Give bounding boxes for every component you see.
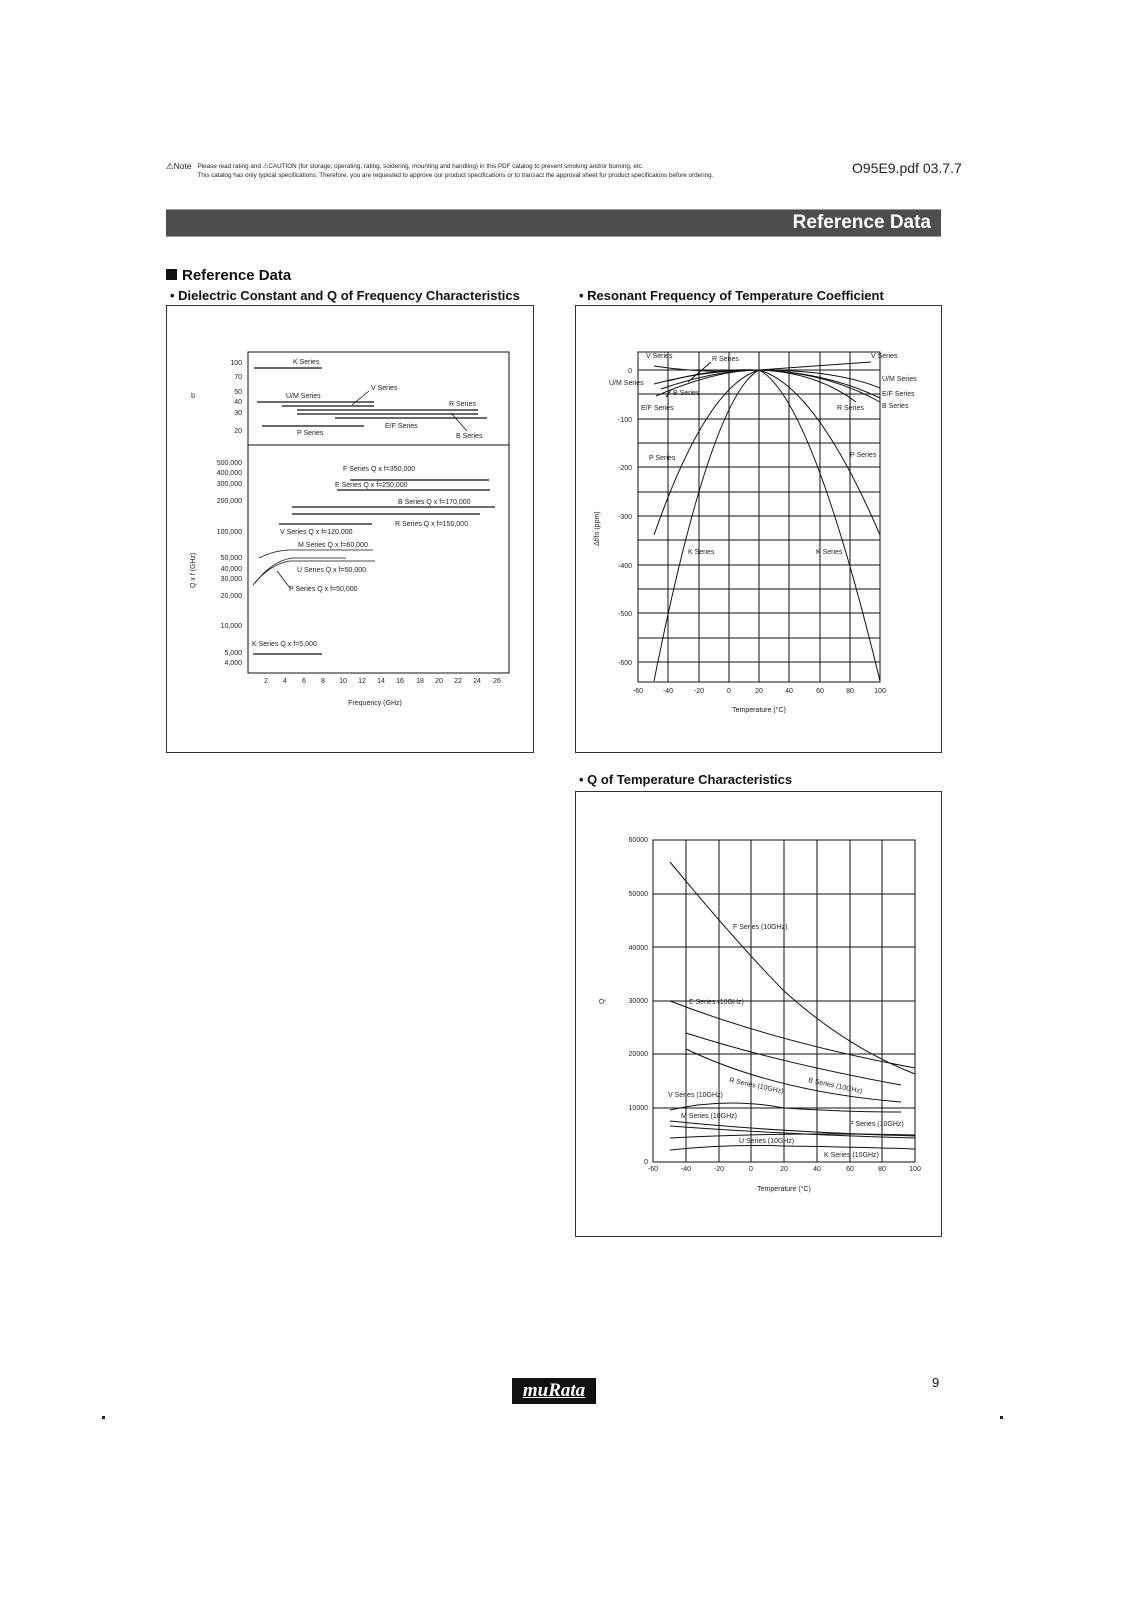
svg-text:R Series: R Series	[712, 356, 739, 363]
document-id: O95E9.pdf 03.7.7	[852, 160, 962, 176]
svg-text:-200: -200	[617, 465, 632, 472]
svg-text:-20: -20	[713, 1166, 725, 1173]
svg-text:M Series (10GHz): M Series (10GHz)	[681, 1113, 738, 1120]
svg-text:Temperature (°C): Temperature (°C)	[732, 707, 786, 714]
svg-text:K Series: K Series	[293, 359, 320, 366]
page-number: 9	[932, 1375, 940, 1390]
chart-dielectric-q-frequency	[166, 305, 534, 753]
murata-logo: muRata	[512, 1378, 596, 1404]
svg-text:14: 14	[377, 678, 385, 685]
svg-text:30: 30	[234, 410, 242, 417]
svg-text:12: 12	[358, 678, 366, 685]
chart3-svg	[576, 792, 941, 1236]
svg-text:-20: -20	[693, 688, 705, 695]
svg-text:P Series: P Series	[850, 452, 877, 459]
svg-text:200,000: 200,000	[216, 498, 242, 505]
svg-text:U/M Series: U/M Series	[609, 380, 644, 387]
svg-text:30000: 30000	[628, 998, 648, 1005]
svg-text:2: 2	[264, 678, 268, 685]
svg-text:4,000: 4,000	[224, 660, 242, 667]
svg-text:P Series Q x f=50,000: P Series Q x f=50,000	[289, 586, 358, 593]
svg-text:10: 10	[339, 678, 347, 685]
svg-text:4: 4	[283, 678, 287, 685]
svg-text:U Series Q x f=50,000: U Series Q x f=50,000	[297, 567, 367, 574]
svg-text:-400: -400	[617, 563, 632, 570]
svg-text:B Series (10GHz): B Series (10GHz)	[807, 1077, 863, 1096]
svg-text:R Series Q x f=150,000: R Series Q x f=150,000	[395, 521, 468, 528]
svg-text:Temperature (°C): Temperature (°C)	[757, 1186, 811, 1193]
svg-text:20: 20	[755, 688, 763, 695]
svg-text:40,000: 40,000	[220, 566, 242, 573]
svg-text:Q x f (GHz): Q x f (GHz)	[190, 552, 197, 588]
svg-text:-500: -500	[617, 611, 632, 618]
svg-text:E Series (10GHz): E Series (10GHz)	[689, 999, 744, 1006]
corner-mark	[1000, 1416, 1003, 1419]
svg-text:80: 80	[878, 1166, 886, 1173]
chart-resonant-frequency-temperature	[575, 305, 942, 753]
chart1-subtitle: • Dielectric Constant and Q of Frequency Characteristics	[170, 288, 520, 303]
svg-text:K Series: K Series	[688, 549, 715, 556]
svg-text:6: 6	[302, 678, 306, 685]
svg-text:V Series Q x f=120,000: V Series Q x f=120,000	[280, 529, 353, 536]
svg-text:B Series: B Series	[882, 403, 909, 410]
svg-text:100: 100	[909, 1166, 921, 1173]
corner-mark	[102, 1416, 105, 1419]
note-line-2: This catalog has only typical specifications. Therefore, you are requested to approve our product specifications or to transact the approval sheet for product specificaions before ordering.	[197, 172, 714, 179]
svg-text:0: 0	[628, 368, 632, 375]
note-line-1: Please read rating and ⚠CAUTION (for storage, operating, rating, soldering, mounting and handling) in this PDF catalog to prevent smoking and/or burning, etc.	[197, 163, 644, 170]
svg-text:20: 20	[435, 678, 443, 685]
svg-text:P Series: P Series	[297, 430, 324, 437]
banner-title: Reference Data	[792, 212, 931, 233]
svg-text:E/F Series: E/F Series	[641, 405, 674, 412]
svg-text:E Series Q x f=250,000: E Series Q x f=250,000	[335, 482, 408, 489]
svg-text:V Series: V Series	[646, 353, 673, 360]
svg-text:40: 40	[234, 399, 242, 406]
square-bullet-icon	[166, 269, 177, 280]
svg-text:0: 0	[644, 1159, 648, 1166]
svg-text:5,000: 5,000	[224, 650, 242, 657]
svg-text:20,000: 20,000	[220, 593, 242, 600]
svg-text:50: 50	[234, 389, 242, 396]
svg-text:K Series (10GHz): K Series (10GHz)	[824, 1152, 879, 1159]
svg-text:U/M Series: U/M Series	[882, 376, 917, 383]
svg-text:50,000: 50,000	[220, 555, 242, 562]
svg-text:100: 100	[230, 360, 242, 367]
svg-text:20: 20	[780, 1166, 788, 1173]
svg-text:εr: εr	[190, 392, 197, 398]
svg-text:U/M Series: U/M Series	[286, 393, 321, 400]
svg-text:F Series Q x f=350,000: F Series Q x f=350,000	[343, 466, 416, 473]
chart1-svg	[167, 306, 533, 752]
svg-text:E/F Series: E/F Series	[385, 423, 418, 430]
section-heading	[166, 267, 291, 284]
svg-text:M Series Q x f=60,000: M Series Q x f=60,000	[298, 542, 368, 549]
svg-text:30,000: 30,000	[220, 576, 242, 583]
svg-text:-40: -40	[680, 1166, 692, 1173]
title-banner	[166, 209, 941, 237]
svg-text:26: 26	[493, 678, 501, 685]
svg-text:0: 0	[749, 1166, 753, 1173]
svg-text:100,000: 100,000	[216, 529, 242, 536]
svg-text:80: 80	[846, 688, 854, 695]
svg-text:-40: -40	[662, 688, 674, 695]
svg-text:20: 20	[234, 428, 242, 435]
svg-text:Q: Q	[599, 998, 606, 1004]
chart2-svg	[576, 306, 941, 752]
svg-text:B Series: B Series	[456, 433, 483, 440]
svg-text:V Series: V Series	[371, 385, 398, 392]
svg-text:K Series Q x f=5,000: K Series Q x f=5,000	[252, 641, 317, 648]
chart3-subtitle: • Q of Temperature Characteristics	[579, 772, 793, 787]
svg-text:U Series (10GHz): U Series (10GHz)	[739, 1138, 795, 1145]
svg-text:16: 16	[396, 678, 404, 685]
chart2-subtitle: • Resonant Frequency of Temperature Coefficient	[579, 288, 884, 303]
svg-text:400,000: 400,000	[216, 470, 242, 477]
svg-text:8: 8	[321, 678, 325, 685]
caution-note	[166, 162, 713, 180]
svg-text:50000: 50000	[628, 891, 648, 898]
svg-text:Δf/fo (ppm): Δf/fo (ppm)	[594, 511, 601, 546]
svg-text:K Series: K Series	[816, 549, 843, 556]
svg-text:100: 100	[874, 688, 886, 695]
svg-text:B Series: B Series	[673, 390, 700, 397]
svg-text:Frequency (GHz): Frequency (GHz)	[348, 700, 402, 707]
note-tag: ⚠Note	[166, 161, 192, 171]
svg-text:40: 40	[813, 1166, 821, 1173]
svg-text:60: 60	[846, 1166, 854, 1173]
svg-text:R Series: R Series	[449, 401, 476, 408]
svg-text:60000: 60000	[628, 837, 648, 844]
svg-text:E/F Series: E/F Series	[882, 391, 915, 398]
svg-text:10000: 10000	[628, 1105, 648, 1112]
svg-text:-300: -300	[617, 514, 632, 521]
svg-text:40000: 40000	[628, 945, 648, 952]
svg-text:300,000: 300,000	[216, 481, 242, 488]
svg-text:18: 18	[416, 678, 424, 685]
svg-text:V Series (10GHz): V Series (10GHz)	[668, 1092, 723, 1099]
svg-text:0: 0	[727, 688, 731, 695]
svg-text:24: 24	[473, 678, 481, 685]
svg-text:-60: -60	[632, 688, 644, 695]
svg-text:B Series Q x f=170,000: B Series Q x f=170,000	[398, 499, 471, 506]
svg-text:R Series (10GHz): R Series (10GHz)	[728, 1077, 785, 1096]
svg-text:60: 60	[816, 688, 824, 695]
svg-text:P Series (10GHz): P Series (10GHz)	[849, 1121, 904, 1128]
svg-text:70: 70	[234, 374, 242, 381]
svg-text:-600: -600	[617, 660, 632, 667]
svg-text:F Series (10GHz): F Series (10GHz)	[733, 924, 788, 931]
svg-text:22: 22	[454, 678, 462, 685]
svg-text:R Series: R Series	[837, 405, 864, 412]
section-title: Reference Data	[182, 267, 292, 284]
svg-text:20000: 20000	[628, 1051, 648, 1058]
svg-text:10,000: 10,000	[220, 623, 242, 630]
svg-text:-100: -100	[617, 417, 632, 424]
chart-q-temperature	[575, 791, 942, 1237]
svg-text:40: 40	[785, 688, 793, 695]
svg-text:V Series: V Series	[871, 353, 898, 360]
svg-text:P Series: P Series	[649, 455, 676, 462]
svg-text:-60: -60	[647, 1166, 659, 1173]
svg-text:500,000: 500,000	[216, 460, 242, 467]
